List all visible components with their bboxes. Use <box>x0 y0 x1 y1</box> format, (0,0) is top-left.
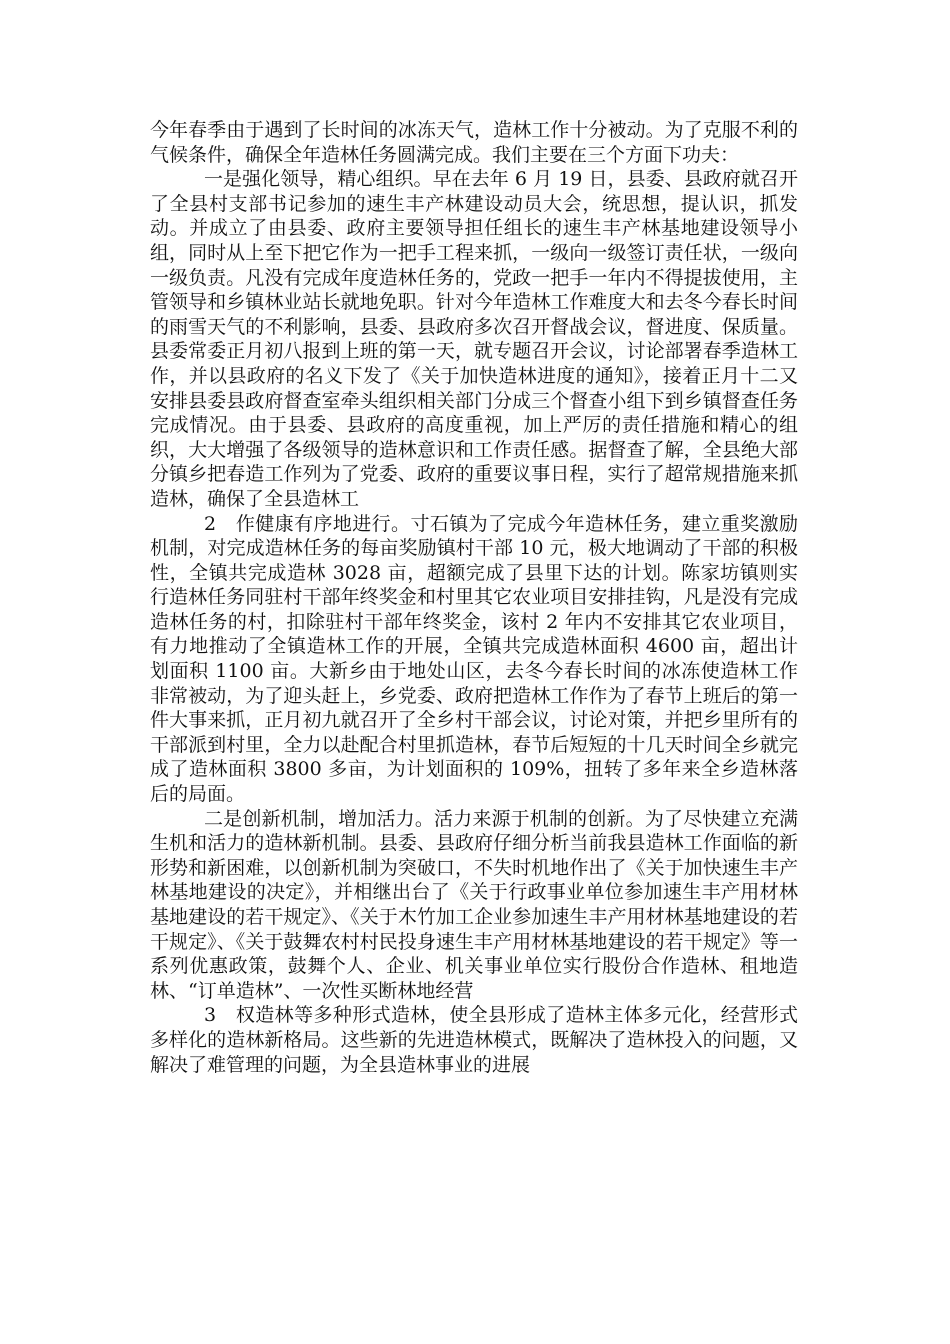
paragraph-page-2: 2 作健康有序地进行。寸石镇为了完成今年造林任务，建立重奖激励机制，对完成造林任务的每亩奖励镇村干部 10 元，极大地调动了干部的积极性，全镇共完成造林 3028 亩，超额完成了县里下达的计划。陈家坊镇则实行造林任务同驻村干部年终奖金和村里其它农业项目安排挂钩，凡是没有完成造林任务的村，扣除驻村干部年终奖金，该村 2 年内不安排其它农业项目，有力地推动了全镇造林工作的开展，全镇共完成造林面积 4600 亩，超出计划面积 1100 亩。大新乡由于地处山区，去冬今春长时间的冰冻使造林工作非常被动，为了迎头赶上，乡党委、政府把造林工作作为了春节上班后的第一件大事来抓，正月初九就召开了全乡村干部会议，讨论对策，并把乡里所有的干部派到村里，全力以赴配合村里抓造林，春节后短短的十几天时间全乡就完成了造林面积 3800 多亩，为计划面积的 109%，扭转了多年来全乡造林落后的局面。 <box>150 512 798 806</box>
document-body <box>150 118 798 1077</box>
paragraph-page-3: 3 权造林等多种形式造林，使全县形成了造林主体多元化，经营形式多样化的造林新格局。这些新的先进造林模式，既解决了造林投入的问题，又解决了难管理的问题，为全县造林事业的进展 <box>150 1004 798 1076</box>
paragraph-intro: 今年春季由于遇到了长时间的冰冻天气，造林工作十分被动。为了克服不利的气候条件，确保全年造林任务圆满完成。我们主要在三个方面下功夫： <box>150 119 798 166</box>
paragraph-leadership: 一是强化领导，精心组织。早在去年 6 月 19 日，县委、县政府就召开了全县村支部书记参加的速生丰产林建设动员大会，统思想，提认识，抓发动。并成立了由县委、政府主要领导担任组长的速生丰产林基地建设领导小组，同时从上至下把它作为一把手工程来抓，一级向一级签订责任状，一级向一级负责。凡没有完成年度造林任务的，党政一把手一年内不得提拔使用，主管领导和乡镇林业站长就地免职。针对今年造林工作难度大和去冬今春长时间的雨雪天气的不利影响，县委、县政府多次召开督战会议，督进度、保质量。县委常委正月初八报到上班的第一天，就专题召开会议，讨论部署春季造林工作，并以县政府的名义下发了《关于加快造林进度的通知》，接着正月十二又安排县委县政府督查室牵头组织相关部门分成三个督查小组下到乡镇督查任务完成情况。由于县委、县政府的高度重视，加上严厉的责任措施和精心的组织，大大增强了各级领导的造林意识和工作责任感。据督查了解，全县绝大部分镇乡把春造工作列为了党委、政府的重要议事日程，实行了超常规措施来抓造林，确保了全县造林工 <box>150 168 798 510</box>
paragraph-mechanism: 二是创新机制，增加活力。活力来源于机制的创新。为了尽快建立充满生机和活力的造林新机制。县委、县政府仔细分析当前我县造林工作面临的新形势和新困难，以创新机制为突破口，不失时机地作出了《关于加快速生丰产林基地建设的决定》，并相继出台了《关于行政事业单位参加速生丰产用材林基地建设的若干规定》、《关于木竹加工企业参加速生丰产用材林基地建设的若干规定》、《关于鼓舞农村村民投身速生丰产用材林基地建设的若干规定》等一系列优惠政策，鼓舞个人、企业、机关事业单位实行股份合作造林、租地造林、“订单造林”、一次性买断林地经营 <box>150 807 798 1002</box>
